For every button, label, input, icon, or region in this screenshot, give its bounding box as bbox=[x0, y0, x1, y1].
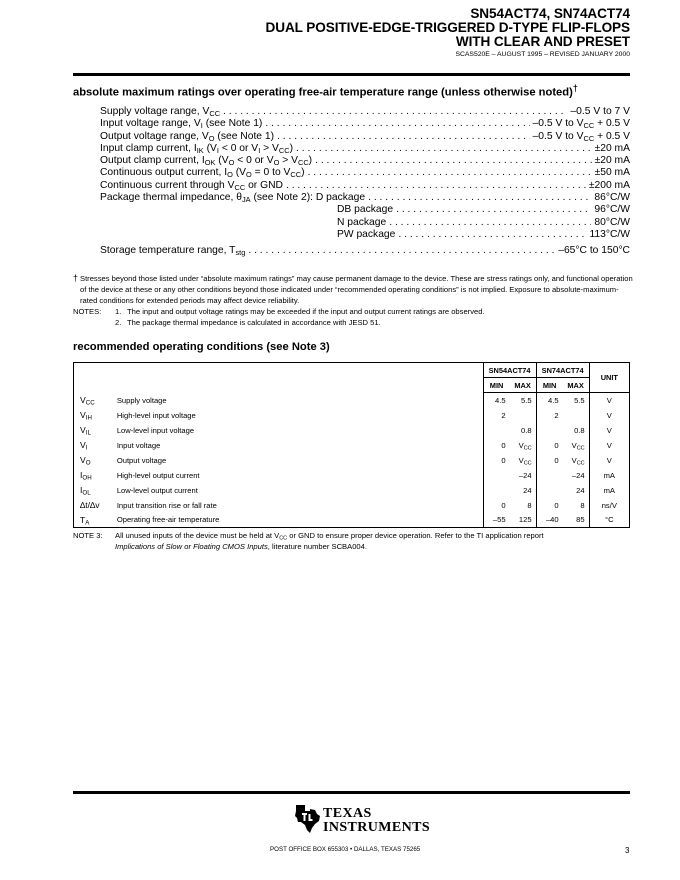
dot-leader bbox=[396, 204, 591, 216]
dot-leader bbox=[308, 167, 592, 179]
cell-min54: 2 bbox=[483, 408, 510, 423]
cell-max54: 125 bbox=[510, 513, 537, 528]
page-number: 3 bbox=[625, 846, 630, 855]
cell-min54: 0 bbox=[483, 453, 510, 468]
logo-texas: TEXAS bbox=[323, 806, 372, 821]
roc-heading: recommended operating conditions (see Note 3) bbox=[73, 341, 330, 353]
rating-value: –0.5 V to $V_{CC} + 0.5$ V bbox=[532, 118, 630, 131]
dot-leader bbox=[315, 155, 591, 167]
cell-symbol: $V_{IH}$ bbox=[74, 408, 114, 423]
cell-symbol: $V_{IL}$ bbox=[74, 423, 114, 438]
cell-min74: 0 bbox=[536, 498, 563, 513]
cell-symbol: $T_A$ bbox=[74, 513, 114, 528]
cell-min54 bbox=[483, 483, 510, 498]
cell-unit: mA bbox=[589, 483, 629, 498]
cell-max54: 0.8 bbox=[521, 425, 532, 435]
cell-max74: $V_{CC}$ bbox=[571, 455, 585, 466]
cell-max54: 24 bbox=[523, 485, 532, 495]
dot-leader bbox=[248, 245, 555, 257]
cell-min74: –40 bbox=[536, 513, 563, 528]
cell-parameter: Output voltage bbox=[116, 455, 167, 465]
cell-symbol: $V_I$ bbox=[74, 438, 114, 453]
cell-min54 bbox=[483, 468, 510, 483]
cell-min74: 0 bbox=[536, 453, 563, 468]
cell-max54: $V_{CC}$ bbox=[518, 455, 532, 466]
rating-value: –0.5 V to 7 V bbox=[570, 106, 630, 117]
table-row bbox=[74, 468, 630, 483]
rating-supply-voltage: Supply voltage range, $V_{CC}$ . . . –0.5 V to 7 V bbox=[100, 106, 630, 118]
table-row bbox=[74, 423, 630, 438]
cell-unit: V bbox=[589, 423, 629, 438]
title-line-1: SN54ACT74, SN74ACT74 bbox=[470, 6, 630, 21]
postal-address: POST OFFICE BOX 655303 • DALLAS, TEXAS 75265 bbox=[270, 846, 421, 853]
col-sn54: SN54ACT74 bbox=[483, 363, 536, 378]
dagger-mark: † bbox=[572, 83, 578, 93]
rating-continuous-vcc-current: Continuous current through $V_{CC}$ or GND . . . ±200 mA bbox=[100, 180, 630, 192]
note-3: NOTE 3: All unused inputs of the device must be held at $V_{CC}$ or GND to ensure proper device operation. Refer to the TI application report Implications of Slow or Floating CMOS Inputs, literature number SCBA004. bbox=[73, 531, 544, 551]
cell-symbol: $V_O$ bbox=[74, 453, 114, 468]
rating-value: ±20 mA bbox=[594, 142, 630, 154]
col-min: MIN bbox=[536, 378, 563, 393]
cell-max54: 8 bbox=[527, 500, 532, 510]
dot-leader bbox=[368, 192, 591, 204]
rating-thermal-d: Package thermal impedance, $\theta_{JA}$ (see Note 2): D package . . . 86°C/W bbox=[100, 192, 630, 204]
table-row bbox=[74, 453, 630, 468]
cell-max74: 0.8 bbox=[574, 425, 585, 435]
cell-unit: V bbox=[589, 438, 629, 453]
cell-parameter: Supply voltage bbox=[116, 395, 167, 405]
cell-max54: –24 bbox=[518, 470, 532, 480]
cell-min54: 0 bbox=[483, 438, 510, 453]
stress-footnote: † Stresses beyond those listed under “absolute maximum ratings” may cause permanent damage to the device. These are stress ratings only, and functional operation of the device at these or any other conditions beyond those indicated under “recommended operating conditions” is not implied. Exposure to absolute-maximum-rated conditions for extended periods may affect device reliability. bbox=[73, 273, 633, 305]
cell-min74 bbox=[536, 468, 563, 483]
cell-max54 bbox=[510, 408, 537, 423]
footer-rule bbox=[73, 791, 630, 794]
cell-unit: V bbox=[589, 408, 629, 423]
cell-min74: 4.5 bbox=[536, 393, 563, 408]
table-row bbox=[74, 498, 630, 513]
cell-max54: 5.5 bbox=[521, 395, 532, 405]
cell-symbol: $I_{OH}$ bbox=[74, 468, 114, 483]
cell-symbol: $I_{OL}$ bbox=[74, 483, 114, 498]
page-header bbox=[266, 7, 630, 59]
cell-parameter: High-level output current bbox=[116, 470, 200, 480]
cell-parameter: Input voltage bbox=[116, 440, 161, 450]
dot-leader bbox=[389, 217, 591, 229]
dot-leader bbox=[265, 118, 529, 130]
dot-leader bbox=[286, 180, 586, 192]
cell-unit: ns/V bbox=[589, 498, 629, 513]
cell-parameter: Operating free-air temperature bbox=[114, 513, 483, 528]
table-row bbox=[74, 393, 630, 408]
ti-state-icon bbox=[293, 804, 321, 834]
rating-input-clamp-current: Input clamp current, $I_{IK}$ ($V_I < 0$ or $V_I > V_{CC}$) . . . ±20 mA bbox=[100, 143, 630, 155]
cell-min74: 0 bbox=[536, 438, 563, 453]
rating-value: ±20 mA bbox=[594, 155, 630, 167]
rating-continuous-output-current: Continuous output current, $I_O$ ($V_O = 0$ to $V_{CC}$) . . . ±50 mA bbox=[100, 167, 630, 179]
rating-thermal-db bbox=[100, 204, 630, 216]
col-min: MIN bbox=[483, 378, 510, 393]
table-row bbox=[74, 438, 630, 453]
dot-leader bbox=[296, 143, 592, 155]
cell-min54 bbox=[483, 423, 510, 438]
rating-value: –65°C to 150°C bbox=[558, 245, 630, 257]
cell-min74 bbox=[536, 483, 563, 498]
package-name: D package bbox=[315, 192, 366, 204]
cell-max54: $V_{CC}$ bbox=[518, 440, 532, 451]
package-name: DB package bbox=[337, 204, 394, 216]
cell-min54: –55 bbox=[483, 513, 510, 528]
title-line-2: DUAL POSITIVE-EDGE-TRIGGERED D-TYPE FLIP-FLOPS bbox=[265, 20, 630, 35]
absolute-max-ratings bbox=[100, 106, 630, 258]
cell-min54: 4.5 bbox=[483, 393, 510, 408]
note-1: NOTES: 1. The input and output voltage ratings may be exceeded if the input and output current ratings are observed. bbox=[73, 307, 485, 316]
rating-thermal-n bbox=[100, 217, 630, 229]
cell-max74 bbox=[563, 408, 590, 423]
col-max: MAX bbox=[510, 378, 537, 393]
cell-max74: 85 bbox=[563, 513, 590, 528]
cell-min74: 2 bbox=[536, 408, 563, 423]
logo-instruments: INSTRUMENTS bbox=[323, 819, 431, 835]
col-max: MAX bbox=[563, 378, 590, 393]
rating-value: 86°C/W bbox=[594, 192, 630, 204]
rating-value: 96°C/W bbox=[594, 204, 630, 216]
title-line-3: WITH CLEAR AND PRESET bbox=[455, 34, 630, 49]
cell-min54: 0 bbox=[483, 498, 510, 513]
rating-output-voltage: Output voltage range, $V_O$ (see Note 1) . . . –0.5 V to $V_{CC} + 0.5$ V bbox=[100, 131, 630, 143]
package-name: N package bbox=[337, 216, 387, 228]
texas-instruments-logo bbox=[293, 804, 431, 844]
cell-unit: V bbox=[589, 393, 629, 408]
cell-unit: V bbox=[589, 453, 629, 468]
cell-parameter: Input transition rise or fall rate bbox=[116, 500, 217, 510]
cell-max74: 5.5 bbox=[574, 395, 585, 405]
cell-parameter: High-level input voltage bbox=[116, 410, 196, 420]
note-2: 2. The package thermal impedance is calculated in accordance with JESD 51. bbox=[115, 318, 381, 327]
table-header-row bbox=[74, 363, 630, 378]
rating-thermal-pw bbox=[100, 229, 630, 241]
table-row bbox=[74, 483, 630, 498]
rating-output-clamp-current: Output clamp current, $I_{OK}$ ($V_O < 0$ or $V_O > V_{CC}$) . . . ±20 mA bbox=[100, 155, 630, 167]
cell-parameter: Low-level input voltage bbox=[116, 425, 195, 435]
cell-max74: 24 bbox=[576, 485, 585, 495]
header-rule bbox=[73, 73, 630, 76]
cell-unit: °C bbox=[589, 513, 629, 528]
rating-value: 80°C/W bbox=[594, 216, 630, 228]
cell-max74: –24 bbox=[571, 470, 585, 480]
dot-leader bbox=[277, 131, 530, 143]
bullet: • bbox=[350, 846, 353, 853]
rating-input-voltage: Input voltage range, $V_I$ (see Note 1) . . . –0.5 V to $V_{CC} + 0.5$ V bbox=[100, 118, 630, 130]
rating-value: ±200 mA bbox=[588, 179, 630, 191]
rating-value: 113°C/W bbox=[589, 228, 630, 240]
recommended-operating-conditions-table bbox=[73, 362, 630, 528]
cell-symbol: $V_{CC}$ bbox=[74, 393, 114, 408]
dot-leader bbox=[223, 106, 567, 118]
cell-unit: mA bbox=[589, 468, 629, 483]
table-row bbox=[74, 513, 630, 528]
document-reference: SCAS520E – AUGUST 1995 – REVISED JANUARY 2000 bbox=[455, 51, 630, 58]
cell-parameter: Low-level output current bbox=[116, 485, 198, 495]
cell-symbol: ∆t/∆v bbox=[74, 498, 114, 513]
rating-value: ±50 mA bbox=[594, 167, 630, 179]
dot-leader bbox=[398, 229, 586, 241]
table-row bbox=[74, 408, 630, 423]
rating-storage-temperature: Storage temperature range, $T_{stg}$ . . . –65°C to 150°C bbox=[100, 245, 630, 257]
cell-max74: 8 bbox=[580, 500, 585, 510]
package-name: PW package bbox=[337, 228, 396, 240]
ratings-notes bbox=[73, 273, 633, 328]
cell-min74 bbox=[536, 423, 563, 438]
rating-value: –0.5 V to $V_{CC} + 0.5$ V bbox=[532, 130, 630, 143]
col-sn74: SN74ACT74 bbox=[536, 363, 589, 378]
amr-heading: absolute maximum ratings over operating free-air temperature range (unless otherwise noted)† bbox=[73, 83, 578, 99]
cell-max74: $V_{CC}$ bbox=[571, 440, 585, 451]
col-unit: UNIT bbox=[589, 363, 629, 393]
